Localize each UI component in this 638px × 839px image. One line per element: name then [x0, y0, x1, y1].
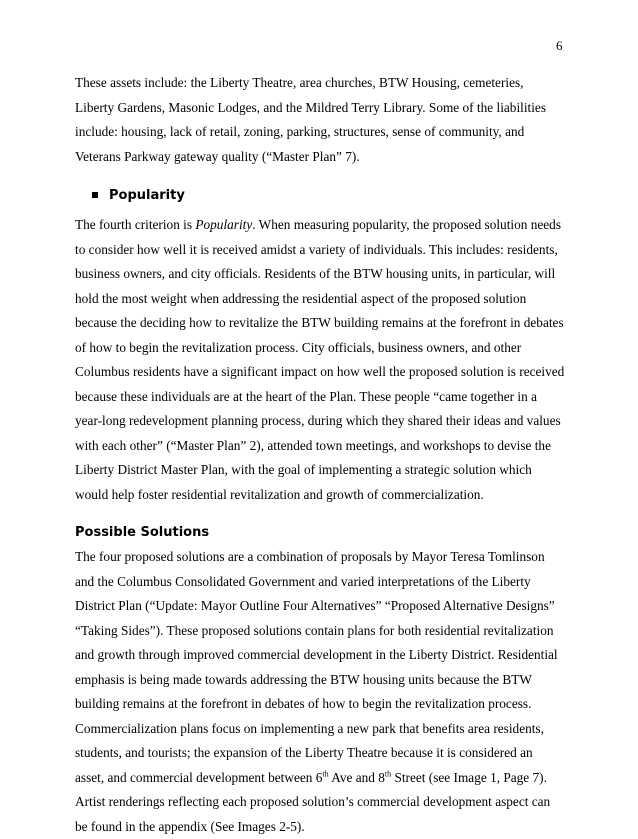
solutions-para-part2: Ave and 8	[328, 769, 385, 785]
popularity-heading-text: Popularity	[109, 187, 185, 203]
popularity-para-prefix: The fourth criterion is	[75, 217, 196, 232]
popularity-paragraph	[75, 213, 565, 507]
popularity-para-rest: . When measuring popularity, the proposed solution needs to consider how well it is received amidst a variety of individuals. This includes: residents, business owners, and city officials. Residents of the BTW housing units, in particular, will hold the most weight when addressing the residential aspect of the proposed solution because the deciding how to revitalize the BTW building remains at the forefront in debates of how to begin the revitalization process. City officials, business owners, and other Columbus residents have a significant impact on how well the proposed solution is received because these individuals are at the heart of the Plan. These people “came together in a year-long redevelopment planning process, during which they shared their ideas and values with each other” (“Master Plan” 2), attended town meetings, and workshops to devise the Liberty District Master Plan, with the goal of implementing a strategic solution which would help foster residential revitalization and growth of commercialization.	[75, 217, 565, 502]
ordinal-suffix-2: th	[384, 769, 392, 779]
popularity-heading	[92, 183, 565, 207]
popularity-emphasis: Popularity	[195, 217, 253, 232]
square-bullet-icon	[92, 192, 98, 198]
intro-paragraph: These assets include: the Liberty Theatre, area churches, BTW Housing, cemeteries, Liberty Gardens, Masonic Lodges, and the Mildred Terry Library. Some of the liabilities include: housing, lack of retail, zoning, parking, structures, sense of community, and Veterans Parkway gateway quality (“Master Plan” 7).	[75, 75, 546, 164]
possible-solutions-heading: Possible Solutions	[75, 525, 210, 540]
ordinal-suffix-1: th	[322, 769, 329, 779]
page-number: 6	[556, 38, 563, 53]
solutions-para-part3: Street (see Image 1, Page 7). Artist renderings reflecting each proposed solution’s commercial development aspect can be found in the appendix (See Images 2-5).	[75, 769, 551, 834]
possible-solutions-paragraph	[75, 545, 565, 839]
solutions-para-part1: The four proposed solutions are a combination of proposals by Mayor Teresa Tomlinson and the Columbus Consolidated Government and varied interpretations of the Liberty District Plan (“Update: Mayor Outline Four Alternatives” “Proposed Alternative Designs” “Taking Sides”). These proposed solutions contain plans for both residential revitalization and growth through improved commercial development in the Liberty District. Residential emphasis is being made towards addressing the BTW housing units because the BTW building remains at the forefront in debates of how to begin the revitalization process. Commercialization plans focus on implementing a new park that benefits area residents, students, and tourists; the expansion of the Liberty Theatre because it is considered an asset, and commercial development between 6	[75, 549, 558, 785]
document-body	[75, 71, 565, 839]
